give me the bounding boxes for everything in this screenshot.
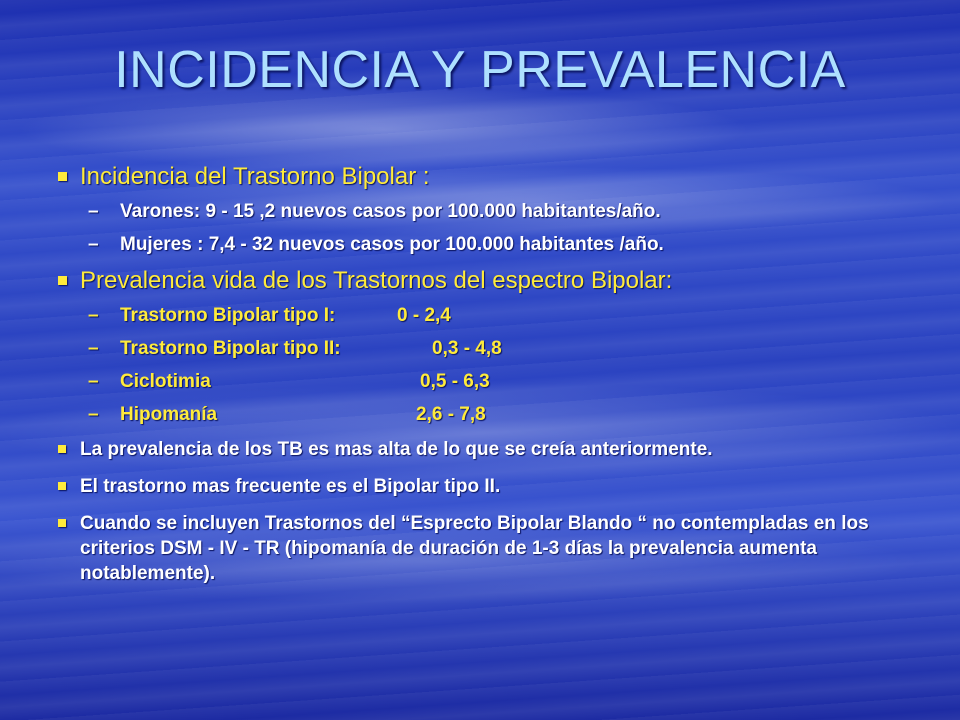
sub-item-text: Mujeres : 7,4 - 32 nuevos casos por 100.000 habitantes /año. [120,234,664,255]
bullet-text: Prevalencia vida de los Trastornos del espectro Bipolar: [80,267,673,294]
bullet-prevalencia-alta [58,437,928,462]
slide-title: INCIDENCIA Y PREVALENCIA [114,41,846,99]
square-bullet-icon [58,482,66,490]
bullet-text: El trastorno mas frecuente es el Bipolar tipo II. [80,476,501,497]
square-bullet-icon [58,445,66,453]
dash-marker: – [88,371,99,392]
prevalence-value: 0 - 2,4 [397,305,451,326]
prevalence-label: Trastorno Bipolar tipo I: [120,305,336,326]
bullet-trastorno-frecuente [58,474,928,499]
bullet-text: La prevalencia de los TB es mas alta de lo que se creía anteriormente. [80,439,713,460]
bullet-prevalencia [58,267,928,295]
prevalence-label: Hipomanía [120,404,218,425]
bullet-espectro-blando [58,511,928,586]
dash-marker: – [88,338,99,359]
prevalence-label: Trastorno Bipolar tipo II: [120,338,341,359]
square-bullet-icon [58,519,66,527]
square-bullet-icon [58,276,67,285]
prevalence-label: Ciclotimia [120,371,211,392]
prevalence-value: 2,6 - 7,8 [416,404,486,425]
bullet-incidencia [58,163,928,191]
dash-marker: – [88,234,99,255]
sub-item-text: Varones: 9 - 15 ,2 nuevos casos por 100.000 habitantes/año. [120,201,661,222]
sub-item-mujeres [58,234,928,256]
sub-item-varones [58,201,928,223]
square-bullet-icon [58,172,67,181]
slide-content [58,163,928,598]
sub-item-hipomania [58,404,928,426]
bullet-text: Incidencia del Trastorno Bipolar : [80,163,430,190]
sub-item-tipo-i [58,305,928,327]
sub-item-tipo-ii [58,338,928,360]
dash-marker: – [88,201,99,222]
dash-marker: – [88,305,99,326]
bullet-text: Cuando se incluyen Trastornos del “Esprecto Bipolar Blando “ no contempladas en los criterios DSM - IV - TR (hipomanía de duración de 1-3 días la prevalencia aumenta notablemente). [80,513,869,584]
dash-marker: – [88,404,99,425]
prevalence-value: 0,5 - 6,3 [420,371,490,392]
sub-item-ciclotimia [58,371,928,393]
prevalence-value: 0,3 - 4,8 [432,338,502,359]
